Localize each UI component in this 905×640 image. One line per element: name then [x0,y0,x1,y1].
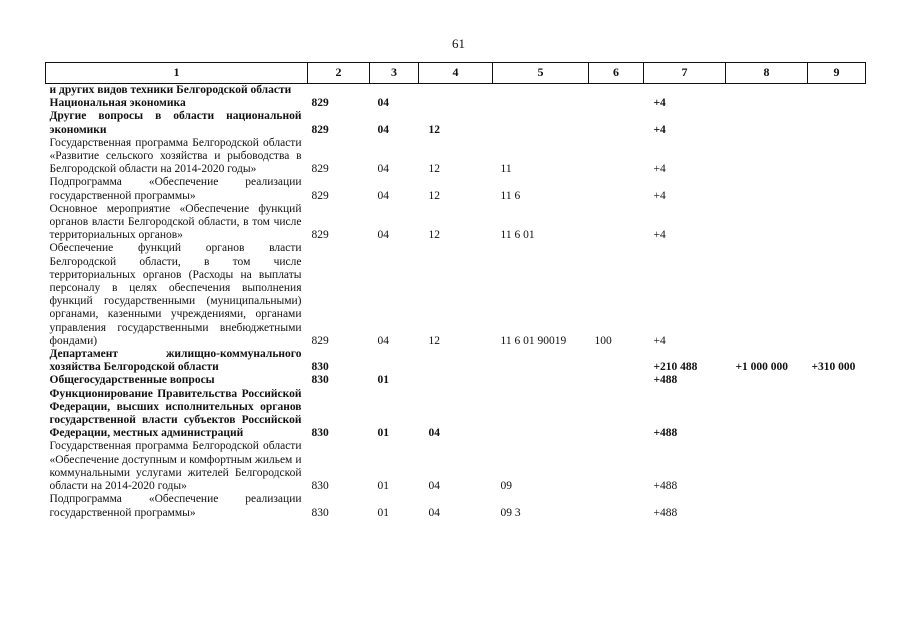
subsection-cell: 12 [428,163,440,176]
ministry-code-cell: 829 [311,97,329,110]
table-row [46,440,866,493]
table-row [46,388,866,441]
amount-2018-cell [726,374,808,387]
expense-type-cell [589,348,644,374]
amount-2018-cell [726,137,808,177]
table-row [46,374,866,387]
item-name-cell: Функционирование Правительства Российской Федерации, высших исполнительных органов государственной власти субъектов Российской Федерации, местных администраций [49,387,302,440]
ministry-code-cell: 829 [311,123,329,136]
target-article-cell [493,110,589,136]
amount-2019-cell [808,242,866,348]
section-cell: 04 [377,163,389,176]
section-cell [370,348,419,374]
amount-2019-cell [808,203,866,243]
target-article-cell: 11 6 01 90019 [500,334,567,347]
section-cell [370,84,419,98]
amount-2019-cell [808,137,866,177]
amount-2018-cell [726,493,808,519]
amount-2018-cell [726,97,808,110]
item-name-cell: Национальная экономика [49,97,186,110]
table-row [46,84,866,98]
expense-type-cell [589,493,644,519]
subsection-cell: 04 [428,427,440,440]
item-name-cell: Основное мероприятие «Обеспечение функций органов власти Белгородской области, в том числе территориальных органов» [49,202,302,242]
column-header: 3 [370,63,419,84]
amount-2017-cell: +4 [653,97,666,110]
subsection-cell: 12 [428,334,440,347]
target-article-cell [493,97,589,110]
amount-2017-cell: +4 [653,189,666,202]
amount-2017-cell: +4 [653,229,666,242]
subsection-cell: 04 [428,480,440,493]
ministry-code-cell: 829 [311,189,329,202]
item-name-cell: Государственная программа Белгородской области «Развитие сельского хозяйства и рыбоводства в Белгородской области на 2014-2020 годы» [49,136,302,176]
expense-type-cell [589,176,644,202]
ministry-code-cell [308,84,370,98]
section-cell: 04 [377,97,389,110]
expense-type-cell [589,374,644,387]
subsection-cell: 12 [428,229,440,242]
ministry-code-cell: 830 [311,374,329,387]
amount-2018-cell [726,110,808,136]
expense-type-cell [589,84,644,98]
target-article-cell [493,374,589,387]
amount-2017-cell: +488 [653,506,678,519]
ministry-code-cell: 829 [311,229,329,242]
subsection-cell [419,374,493,387]
target-article-cell [493,348,589,374]
table-row [46,242,866,348]
target-article-cell: 11 [500,163,512,176]
amount-2018-cell [726,203,808,243]
target-article-cell: 11 6 01 [500,229,535,242]
amount-2017-cell: +488 [653,374,678,387]
column-header: 2 [308,63,370,84]
amount-2019-cell [808,493,866,519]
amount-2019-cell [808,374,866,387]
amount-2018-cell [726,440,808,493]
amount-2018-cell [726,176,808,202]
budget-table [45,62,866,520]
amount-2019-cell [808,388,866,441]
amount-2019-cell [808,97,866,110]
section-cell: 04 [377,334,389,347]
amount-2017-cell [644,84,726,98]
column-header: 6 [589,63,644,84]
section-cell: 04 [377,229,389,242]
ministry-code-cell: 830 [311,506,329,519]
subsection-cell: 04 [428,506,440,519]
amount-2018-cell [726,388,808,441]
expense-type-cell [589,440,644,493]
item-name-cell: Подпрограмма «Обеспечение реализации государственной программы» [49,493,302,519]
ministry-code-cell: 830 [311,361,329,374]
amount-2019-cell [808,110,866,136]
expense-type-cell [589,97,644,110]
item-name-cell: Другие вопросы в области национальной экономики [49,110,302,136]
expense-type-cell [589,388,644,441]
item-name-cell: и других видов техники Белгородской области [49,84,292,96]
amount-2017-cell: +488 [653,427,678,440]
amount-2018-cell [726,84,808,98]
expense-type-cell [589,137,644,177]
item-name-cell: Государственная программа Белгородской области «Обеспечение доступным и комфортным жильем и коммунальными услугами жителей Белгородской области на 2014-2020 годы» [49,440,302,493]
ministry-code-cell: 829 [311,334,329,347]
subsection-cell [419,97,493,110]
subsection-cell [419,348,493,374]
target-article-cell [493,388,589,441]
column-header: 5 [493,63,589,84]
item-name-cell: Подпрограмма «Обеспечение реализации государственной программы» [49,176,302,202]
ministry-code-cell: 830 [311,427,329,440]
amount-2017-cell: +210 488 [653,361,698,374]
target-article-cell: 09 [500,480,512,493]
column-header: 7 [644,63,726,84]
table-row [46,110,866,136]
column-header: 9 [808,63,866,84]
column-header: 1 [46,63,308,84]
section-cell: 01 [377,506,389,519]
amount-2017-cell: +488 [653,480,678,493]
target-article-cell: 11 6 [500,189,521,202]
amount-2018-cell [726,242,808,348]
section-cell: 04 [377,123,389,136]
column-header: 8 [726,63,808,84]
table-row [46,137,866,177]
amount-2019-cell [808,84,866,98]
item-name-cell: Общегосударственные вопросы [49,374,215,387]
section-cell: 04 [377,189,389,202]
table-row [46,493,866,519]
amount-2019-cell: +310 000 [811,361,856,374]
table-row [46,203,866,243]
table-row [46,97,866,110]
subsection-cell [419,84,493,98]
item-name-cell: Департамент жилищно-коммунального хозяйства Белгородской области [49,348,302,374]
page-number: 61 [452,36,465,51]
expense-type-cell: 100 [594,334,612,347]
table-row [46,348,866,374]
section-cell: 01 [377,480,389,493]
amount-2018-cell: +1 000 000 [735,361,789,374]
expense-type-cell [589,203,644,243]
ministry-code-cell: 829 [311,163,329,176]
amount-2019-cell [808,176,866,202]
expense-type-cell [589,110,644,136]
amount-2017-cell: +4 [653,123,666,136]
section-cell: 01 [377,427,389,440]
item-name-cell: Обеспечение функций органов власти Белгородской области, в том числе территориальных органов (Расходы на выплаты персоналу в целях обеспечения выполнения функций государственными (муниципальными) органами, казенными учреждениями, органами управления государственными внебюджетными фондами) [49,242,302,347]
ministry-code-cell: 830 [311,480,329,493]
table-header-row [46,63,866,84]
amount-2017-cell: +4 [653,334,666,347]
amount-2019-cell [808,440,866,493]
target-article-cell: 09 3 [500,506,521,519]
column-header: 4 [419,63,493,84]
subsection-cell: 12 [428,123,440,136]
amount-2017-cell: +4 [653,163,666,176]
section-cell: 01 [377,374,389,387]
subsection-cell: 12 [428,189,440,202]
table-row [46,176,866,202]
target-article-cell [493,84,589,98]
